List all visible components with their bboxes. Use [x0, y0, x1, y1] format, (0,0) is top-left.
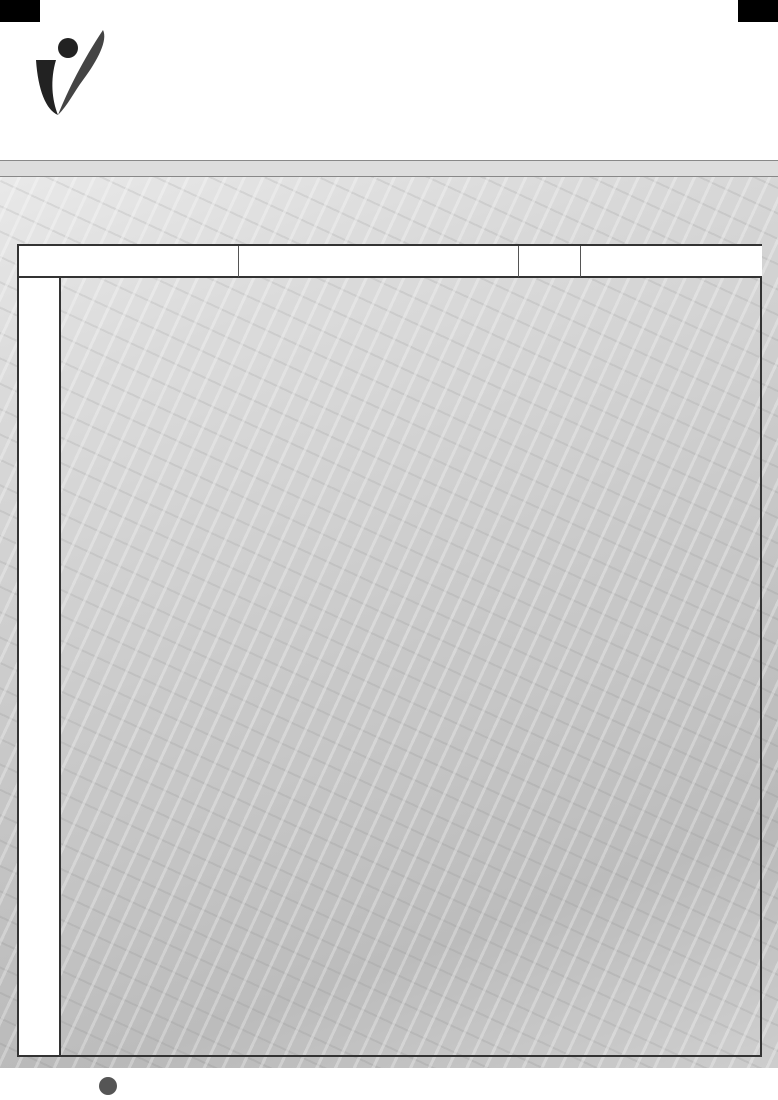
- hotline-bar: [0, 160, 778, 177]
- tour-table: [17, 244, 762, 1057]
- header-route-name: [19, 246, 239, 278]
- category-sidebar: [19, 278, 61, 1055]
- ad-label-left: [0, 0, 40, 22]
- travel-logo-icon: [99, 1077, 117, 1095]
- logo-swoosh-icon: [28, 20, 118, 120]
- ad-label-right: [738, 0, 778, 22]
- header-price: [519, 246, 581, 278]
- header: [0, 0, 778, 176]
- header-date: [581, 246, 762, 278]
- footer: [0, 1068, 778, 1100]
- brand-logo: [28, 20, 252, 120]
- header-features: [239, 246, 519, 278]
